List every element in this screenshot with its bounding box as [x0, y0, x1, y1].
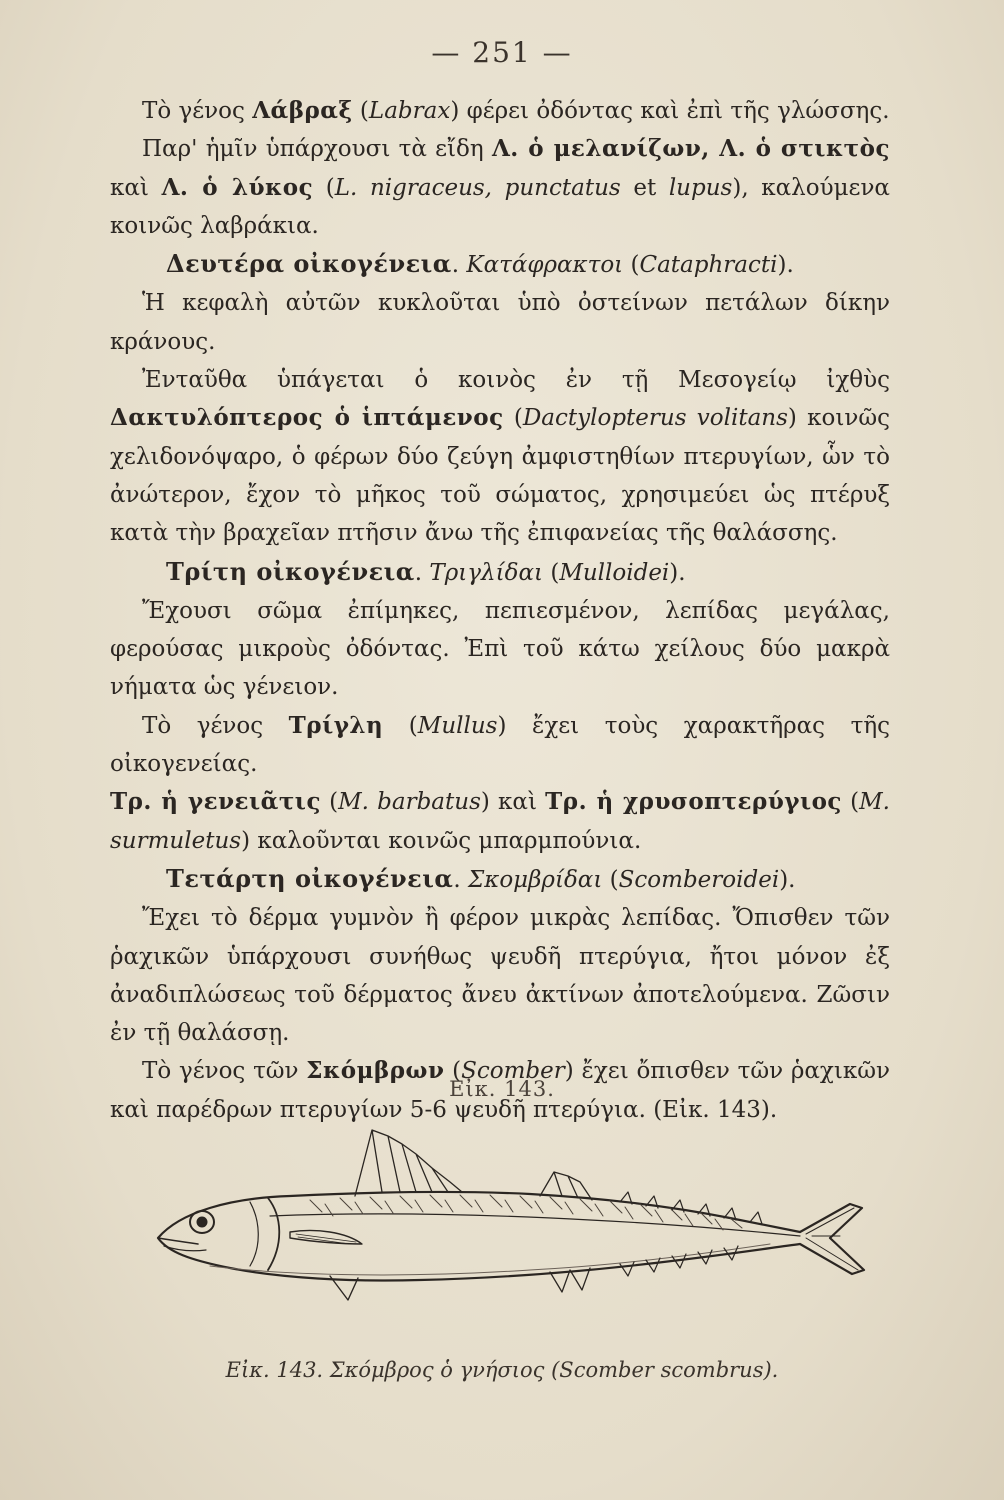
mackerel-illustration — [150, 1120, 870, 1310]
figure-caption: Εἰκ. 143. Σκόμβρος ὁ γνήσιος (Scomber scombrus). — [225, 1358, 779, 1382]
latin-name: Mullus — [417, 712, 498, 739]
paragraph-dactylopterus — [110, 361, 890, 552]
heading-fourth-family — [110, 860, 890, 899]
text-run: ) καὶ — [480, 789, 546, 816]
text-run: ) ἔχει ὄπισθεν τῶν ῥαχικῶν καὶ παρέδρων πτερυγίων 5-6 ψευδῆ πτερύγια. (Εἰκ. 143). — [110, 1058, 890, 1123]
text-run: ( — [313, 174, 335, 201]
anal-fin — [550, 1268, 590, 1292]
text-run: Ἡ κεφαλὴ αὐτῶν κυκλοῦται ὑπὸ ὀστείνων πετάλων δίκην κράνους. — [110, 290, 890, 355]
paragraph-labrax-species — [110, 130, 890, 245]
bold-term: Τρίτη οἰκογένεια — [166, 556, 415, 586]
text-run: ( — [841, 789, 860, 816]
latin-name: Scomberoidei — [618, 866, 780, 893]
text-run: ( — [602, 866, 619, 893]
text-run: ( — [352, 98, 369, 124]
text-run: Ἔχει τὸ δέρμα γυμνὸν ἢ φέρον μικρὰς λεπίδας. Ὄπισθεν τῶν ῥαχικῶν ὑπάρχουσι συνήθως ψευδῆ πτερύγια, ἤτοι μόνον ἐξ ἀναδιπλώσεως τοῦ δέρματος ἄνευ ἀκτίνων ἀποτελούμενα. Ζῶσιν ἐν τῇ θαλάσσῃ. — [110, 905, 890, 1047]
bold-term: Τρ. ἡ χρυσοπτερύγιος — [545, 788, 842, 816]
text-run: ( — [623, 252, 640, 279]
text-run: ). — [669, 559, 686, 586]
latin-name: Κατάφρακτοι — [466, 252, 624, 279]
bold-term: Λ. ὁ λύκος — [161, 173, 314, 201]
latin-name: Cataphracti — [639, 252, 778, 279]
text-run: ) φέρει ὀδόντας καὶ ἐπὶ τῆς γλώσσης. — [450, 98, 890, 124]
text-run: ) καλοῦνται κοινῶς μπαρμπούνια. — [241, 827, 642, 854]
bold-term: Δακτυλόπτερος ὁ ἱπτάμενος — [110, 404, 504, 432]
latin-name: Labrax — [368, 98, 451, 124]
text-run: ( — [320, 789, 339, 816]
text-run: Τὸ γένος — [142, 712, 289, 739]
bold-term: Δευτέρα οἰκογένεια — [166, 249, 452, 279]
paragraph-scomberoidei — [110, 899, 890, 1052]
text-run: ), καλούμενα κοινῶς λαβράκια. — [110, 174, 890, 239]
text-run: Ἐνταῦθα ὑπάγεται ὁ κοινὸς ἐν τῇ Μεσογείῳ ἰχθὺς — [142, 367, 890, 394]
bold-term: Σκόμβρων — [306, 1057, 445, 1085]
latin-name: Dactylopterus volitans — [522, 405, 788, 432]
latin-name: Σκομβρίδαι — [467, 866, 603, 893]
latin-name: M. surmuletus — [110, 789, 890, 854]
text-run: . — [414, 559, 430, 586]
heading-second-family — [110, 245, 890, 284]
latin-name: Scomber — [461, 1058, 565, 1085]
body-text — [110, 92, 890, 1129]
bold-term: Λ. ὁ μελανίζων, Λ. ὁ στικτὸς — [491, 135, 890, 163]
text-run: Ἔχουσι σῶμα ἐπίμηκες, πεπιεσμένον, λεπίδας μεγάλας, φερούσας μικροὺς ὀδόντας. Ἐπὶ τοῦ κάτω χείλους δύο μακρὰ νήματα ὡς γένειον. — [110, 597, 890, 701]
page-number: — 251 — — [431, 36, 573, 69]
text-run: ) κοινῶς χελιδονόψαρο, ὁ φέρων δύο ζεύγη ἀμφιστηθίων πτερυγίων, ὧν τὸ ἀνώτερον, ἔχον τὸ μῆκος τοῦ σώματος, χρησιμεύει ὡς πτέρυξ κατὰ τὴν βραχεῖαν πτῆσιν ἄνω τῆς ἐπιφανείας τῆς θαλάσσης. — [110, 405, 890, 547]
text-run: ). — [777, 252, 794, 279]
latin-name: Τριγλίδαι — [429, 559, 544, 586]
text-run: Παρ' ἡμῖν ὑπάρχουσι τὰ εἴδη — [142, 136, 492, 163]
text-run: . — [453, 866, 468, 893]
text-run: ( — [444, 1058, 462, 1085]
text-run: Τὸ γένος τῶν — [142, 1058, 307, 1085]
latin-name: lupus — [668, 174, 733, 201]
paragraph-mullus — [110, 707, 890, 784]
latin-name: Mulloidei — [559, 559, 670, 586]
text-run: et — [620, 174, 669, 201]
paragraph-head-plates — [110, 284, 890, 361]
text-run: Τὸ γένος — [142, 98, 253, 124]
heading-third-family — [110, 553, 890, 592]
paragraph-labrax — [110, 92, 890, 130]
text-run: καὶ — [110, 174, 162, 201]
text-run: ( — [543, 559, 560, 586]
gill-cover — [268, 1198, 279, 1270]
text-run: ( — [383, 712, 418, 739]
bold-term: Λάβραξ — [252, 97, 353, 124]
text-run: ( — [503, 405, 523, 432]
fish-body-outline — [158, 1192, 864, 1281]
bold-term: Τετάρτη οἰκογένεια — [166, 863, 454, 893]
paragraph-mulloidei — [110, 592, 890, 707]
text-run: . — [451, 252, 467, 279]
latin-name: L. nigraceus, punctatus — [334, 174, 621, 201]
text-run: ) ἔχει τοὺς χαρακτῆρας τῆς οἰκογενείας. — [110, 712, 890, 778]
paragraph-mullus-species — [110, 783, 890, 860]
bold-term: Τρ. ἡ γενειᾶτις — [110, 788, 321, 816]
latin-name: M. barbatus — [338, 789, 481, 816]
figure-label: Εἰκ. 143. — [449, 1077, 555, 1101]
first-dorsal-fin — [355, 1130, 462, 1196]
text-run: ). — [779, 866, 796, 893]
bold-term: Τρίγλη — [288, 711, 384, 739]
